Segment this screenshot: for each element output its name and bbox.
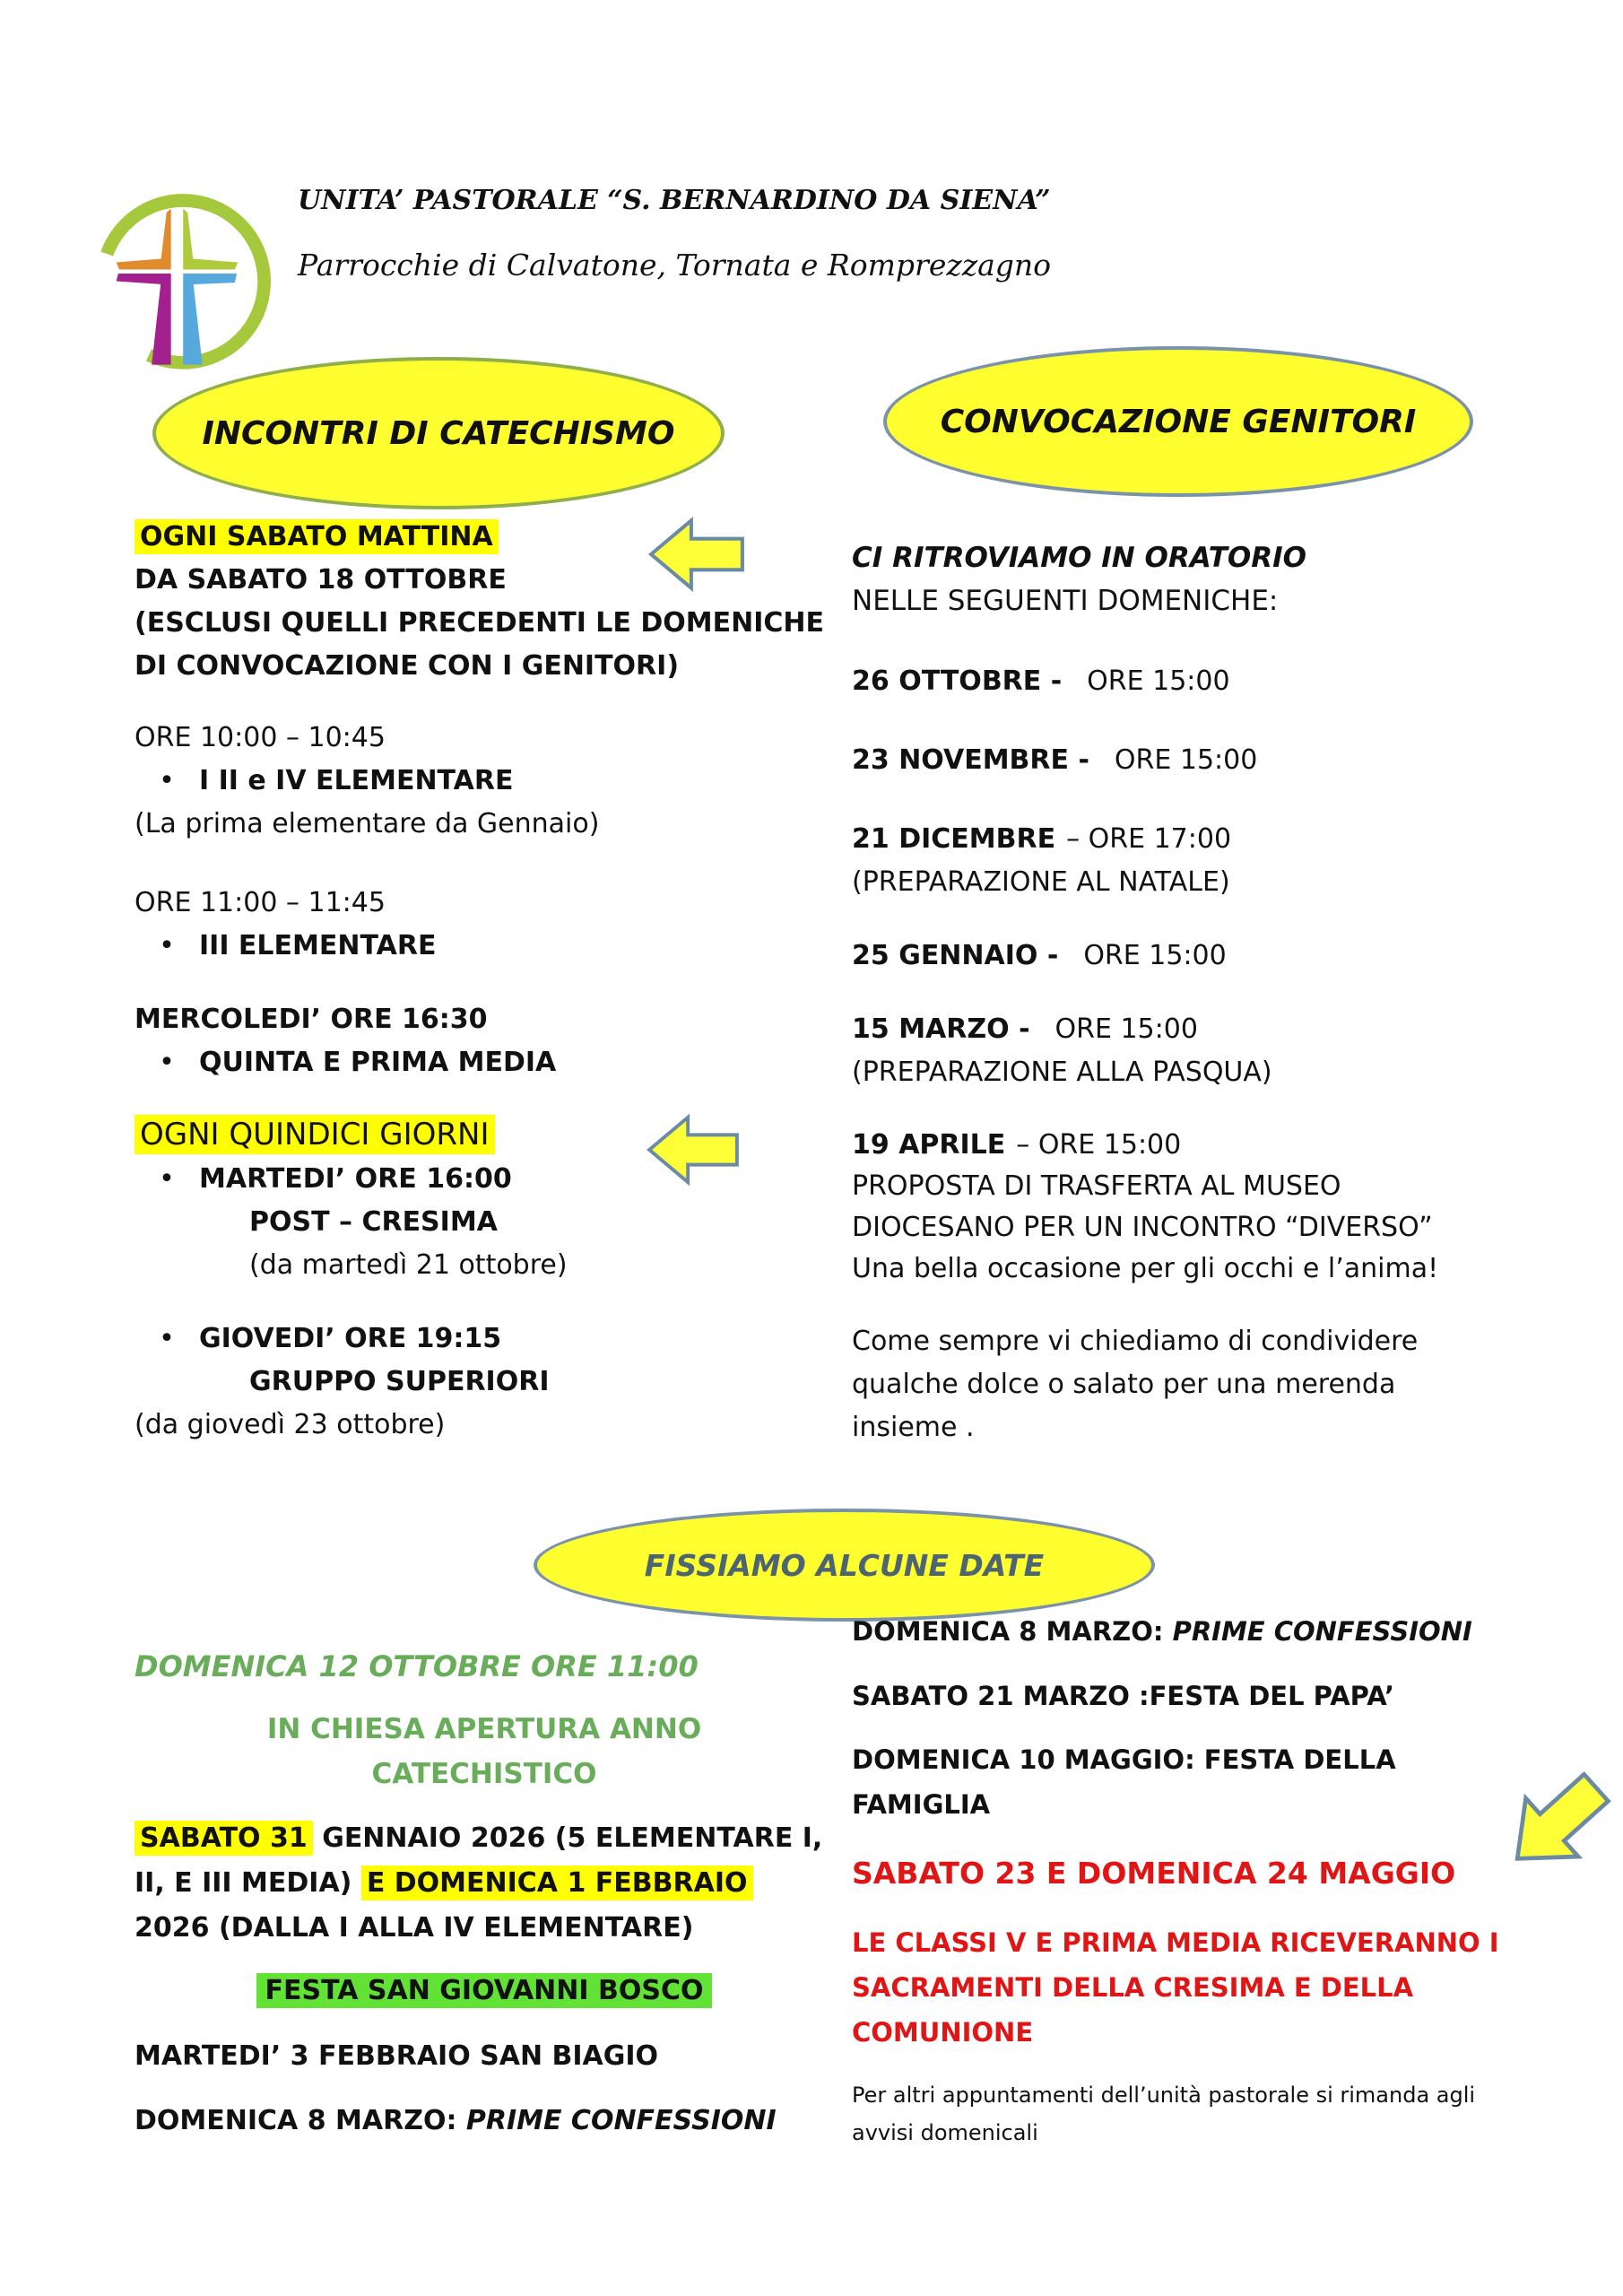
paragraph-quindici-giorni bbox=[135, 1111, 825, 1287]
paragraph-famiglia bbox=[852, 1737, 1569, 1827]
bullet-terza: • III ELEMENTARE bbox=[135, 925, 825, 968]
paragraph-merenda bbox=[852, 1320, 1569, 1449]
line-21-dicembre: 21 DICEMBRE – ORE 17:00 bbox=[852, 823, 1232, 855]
paragraph-19-aprile bbox=[852, 1125, 1569, 1290]
date-left-column bbox=[135, 1644, 834, 2143]
line-domeniche: NELLE SEGUENTI DOMENICHE: bbox=[852, 585, 1279, 617]
line-domenica1: II, E III MEDIA) E DOMENICA 1 FEBBRAIO bbox=[135, 1861, 834, 1906]
parishes-subtitle: Parrocchie di Calvatone, Tornata e Romprezzagno bbox=[298, 248, 1052, 283]
bullet-icon: • bbox=[159, 1323, 175, 1354]
paragraph-sabato31 bbox=[135, 1816, 834, 1951]
line-apertura-titolo: DOMENICA 12 OTTOBRE ORE 11:00 bbox=[135, 1649, 699, 1683]
paragraph-ore10 bbox=[135, 717, 825, 846]
line-avvisi-2: avvisi domenicali bbox=[852, 2120, 1038, 2145]
logo-cross-top-left bbox=[160, 209, 170, 270]
logo-cross-left-top bbox=[117, 258, 168, 269]
highlight-ogni-sabato: OGNI SABATO MATTINA bbox=[135, 519, 499, 554]
bullet-martedi: • MARTEDI’ ORE 16:00 bbox=[135, 1158, 825, 1201]
line-famiglia-2: FAMIGLIA bbox=[852, 1789, 991, 1820]
line-cresima-3: COMUNIONE bbox=[852, 2017, 1034, 2048]
line-catechistico: CATECHISTICO bbox=[371, 1758, 597, 1790]
bullet-icon: • bbox=[159, 765, 175, 796]
paragraph-15-marzo bbox=[852, 1008, 1569, 1094]
genitori-column bbox=[852, 536, 1569, 1449]
bullet-elementari-1: • I II e IV ELEMENTARE bbox=[135, 760, 825, 803]
line-26-ottobre: 26 OTTOBRE - ORE 15:00 bbox=[852, 665, 1230, 697]
line-19-aprile: 19 APRILE – ORE 15:00 bbox=[852, 1129, 1182, 1161]
line-nota-giovedi: (da giovedì 23 ottobre) bbox=[135, 1409, 446, 1440]
logo-cross-right-top bbox=[187, 258, 239, 269]
line-2026: 2026 (DALLA I ALLA IV ELEMENTARE) bbox=[135, 1912, 694, 1944]
line-cresima-2: SACRAMENTI DELLA CRESIMA E DELLA bbox=[852, 1972, 1414, 2003]
line-maggio-rosso: SABATO 23 E DOMENICA 24 MAGGIO bbox=[852, 1856, 1456, 1891]
line-ore11: ORE 11:00 – 11:45 bbox=[135, 887, 386, 918]
bullet-quinta: • QUINTA E PRIMA MEDIA bbox=[135, 1041, 825, 1084]
line-nota-martedi: (da martedì 21 ottobre) bbox=[249, 1249, 568, 1281]
paragraph-intro bbox=[852, 536, 1569, 622]
paragraph-avvisi bbox=[852, 2076, 1569, 2152]
oval-incontri-label: INCONTRI DI CATECHISMO bbox=[202, 414, 675, 452]
line-avvisi-1: Per altri appuntamenti dell’unità pastorale si rimanda agli bbox=[852, 2083, 1476, 2108]
line-merenda: qualche dolce o salato per una merenda bbox=[852, 1369, 1396, 1400]
line-23-novembre: 23 NOVEMBRE - ORE 15:00 bbox=[852, 744, 1258, 776]
line-confessioni-sx: DOMENICA 8 MARZO: PRIME CONFESSIONI bbox=[135, 2105, 777, 2136]
line-famiglia-1: DOMENICA 10 MAGGIO: FESTA DELLA bbox=[852, 1744, 1396, 1775]
line-confessioni-dx: DOMENICA 8 MARZO: PRIME CONFESSIONI bbox=[852, 1616, 1472, 1647]
paragraph-21-dicembre bbox=[852, 818, 1569, 904]
line-esclusi-1: (ESCLUSI QUELLI PRECEDENTI LE DOMENICHE bbox=[135, 607, 824, 639]
logo-cross-left-bottom bbox=[117, 274, 168, 284]
line-festa-bosco-wrap bbox=[135, 1969, 834, 2013]
line-ritroviamo: CI RITROVIAMO IN ORATORIO bbox=[852, 542, 1307, 574]
oval-convocazione-genitori bbox=[883, 346, 1473, 497]
line-nota-prima: (La prima elementare da Gennaio) bbox=[135, 808, 600, 839]
bullet-icon: • bbox=[159, 1163, 175, 1195]
paragraph-mercoledi bbox=[135, 998, 825, 1084]
paragraph-giovedi bbox=[135, 1318, 825, 1447]
line-highlight-sabato bbox=[135, 516, 825, 559]
highlight-domenica-1: E DOMENICA 1 FEBBRAIO bbox=[361, 1866, 753, 1900]
line-cresima-1: LE CLASSI V E PRIMA MEDIA RICEVERANNO I bbox=[852, 1927, 1499, 1958]
parish-cross-logo bbox=[88, 178, 291, 386]
oval-fissiamo-date bbox=[534, 1509, 1155, 1622]
oval-convocazione-label: CONVOCAZIONE GENITORI bbox=[940, 403, 1417, 440]
line-pasqua-note: (PREPARAZIONE ALLA PASQUA) bbox=[852, 1057, 1272, 1088]
line-natale-note: (PREPARAZIONE AL NATALE) bbox=[852, 866, 1230, 898]
line-condividere: Come sempre vi chiediamo di condividere bbox=[852, 1326, 1419, 1357]
logo-cross-right-bottom bbox=[187, 274, 237, 284]
line-highlight-quindici bbox=[135, 1111, 825, 1158]
line-festa-papa: SABATO 21 MARZO :FESTA DEL PAPA’ bbox=[852, 1681, 1395, 1711]
line-sabato31: SABATO 31 GENNAIO 2026 (5 ELEMENTARE I, bbox=[135, 1816, 834, 1861]
bullet-icon: • bbox=[159, 930, 175, 961]
highlight-sabato-31: SABATO 31 bbox=[135, 1821, 313, 1856]
logo-circle-arc bbox=[107, 200, 264, 362]
line-esclusi-2: DI CONVOCAZIONE CON I GENITORI) bbox=[135, 650, 680, 682]
line-proposta: PROPOSTA DI TRASFERTA AL MUSEO bbox=[852, 1170, 1341, 1202]
logo-cross-top-right bbox=[183, 209, 194, 270]
logo-cross-bottom-left bbox=[152, 274, 170, 365]
line-post-cresima: POST – CRESIMA bbox=[249, 1206, 498, 1238]
paragraph-cresima bbox=[852, 1920, 1569, 2055]
oval-incontri-catechismo bbox=[152, 357, 725, 509]
line-15-marzo: 15 MARZO - ORE 15:00 bbox=[852, 1013, 1198, 1045]
logo-cross-bottom-right bbox=[183, 274, 202, 365]
line-in-chiesa: IN CHIESA APERTURA ANNO bbox=[266, 1713, 702, 1745]
line-san-biagio: MARTEDI’ 3 FEBBRAIO SAN BIAGIO bbox=[135, 2040, 659, 2072]
paragraph-ore11 bbox=[135, 882, 825, 968]
paragraph-apertura bbox=[135, 1707, 834, 1796]
line-insieme: insieme . bbox=[852, 1412, 975, 1443]
unit-pastoral-title: UNITA’ PASTORALE “S. BERNARDINO DA SIENA” bbox=[298, 185, 1051, 216]
line-diocesano: DIOCESANO PER UN INCONTRO “DIVERSO” bbox=[852, 1212, 1433, 1243]
catechismo-column bbox=[135, 516, 825, 1447]
bullet-giovedi: • GIOVEDI’ ORE 19:15 bbox=[135, 1318, 825, 1361]
paragraph-sabato bbox=[135, 516, 825, 688]
bullet-icon: • bbox=[159, 1047, 175, 1078]
oval-fissiamo-label: FISSIAMO ALCUNE DATE bbox=[644, 1547, 1045, 1583]
line-da-sabato: DA SABATO 18 OTTOBRE bbox=[135, 564, 507, 596]
line-25-gennaio: 25 GENNAIO - ORE 15:00 bbox=[852, 940, 1227, 971]
line-ore10: ORE 10:00 – 10:45 bbox=[135, 722, 386, 753]
highlight-festa-bosco: FESTA SAN GIOVANNI BOSCO bbox=[256, 1973, 713, 2008]
line-mercoledi: MERCOLEDI’ ORE 16:30 bbox=[135, 1004, 488, 1035]
highlight-quindici-giorni: OGNI QUINDICI GIORNI bbox=[135, 1115, 495, 1154]
line-gruppo-superiori: GRUPPO SUPERIORI bbox=[249, 1366, 550, 1397]
date-right-column bbox=[852, 1610, 1569, 2152]
line-occasione: Una bella occasione per gli occhi e l’anima! bbox=[852, 1253, 1439, 1284]
